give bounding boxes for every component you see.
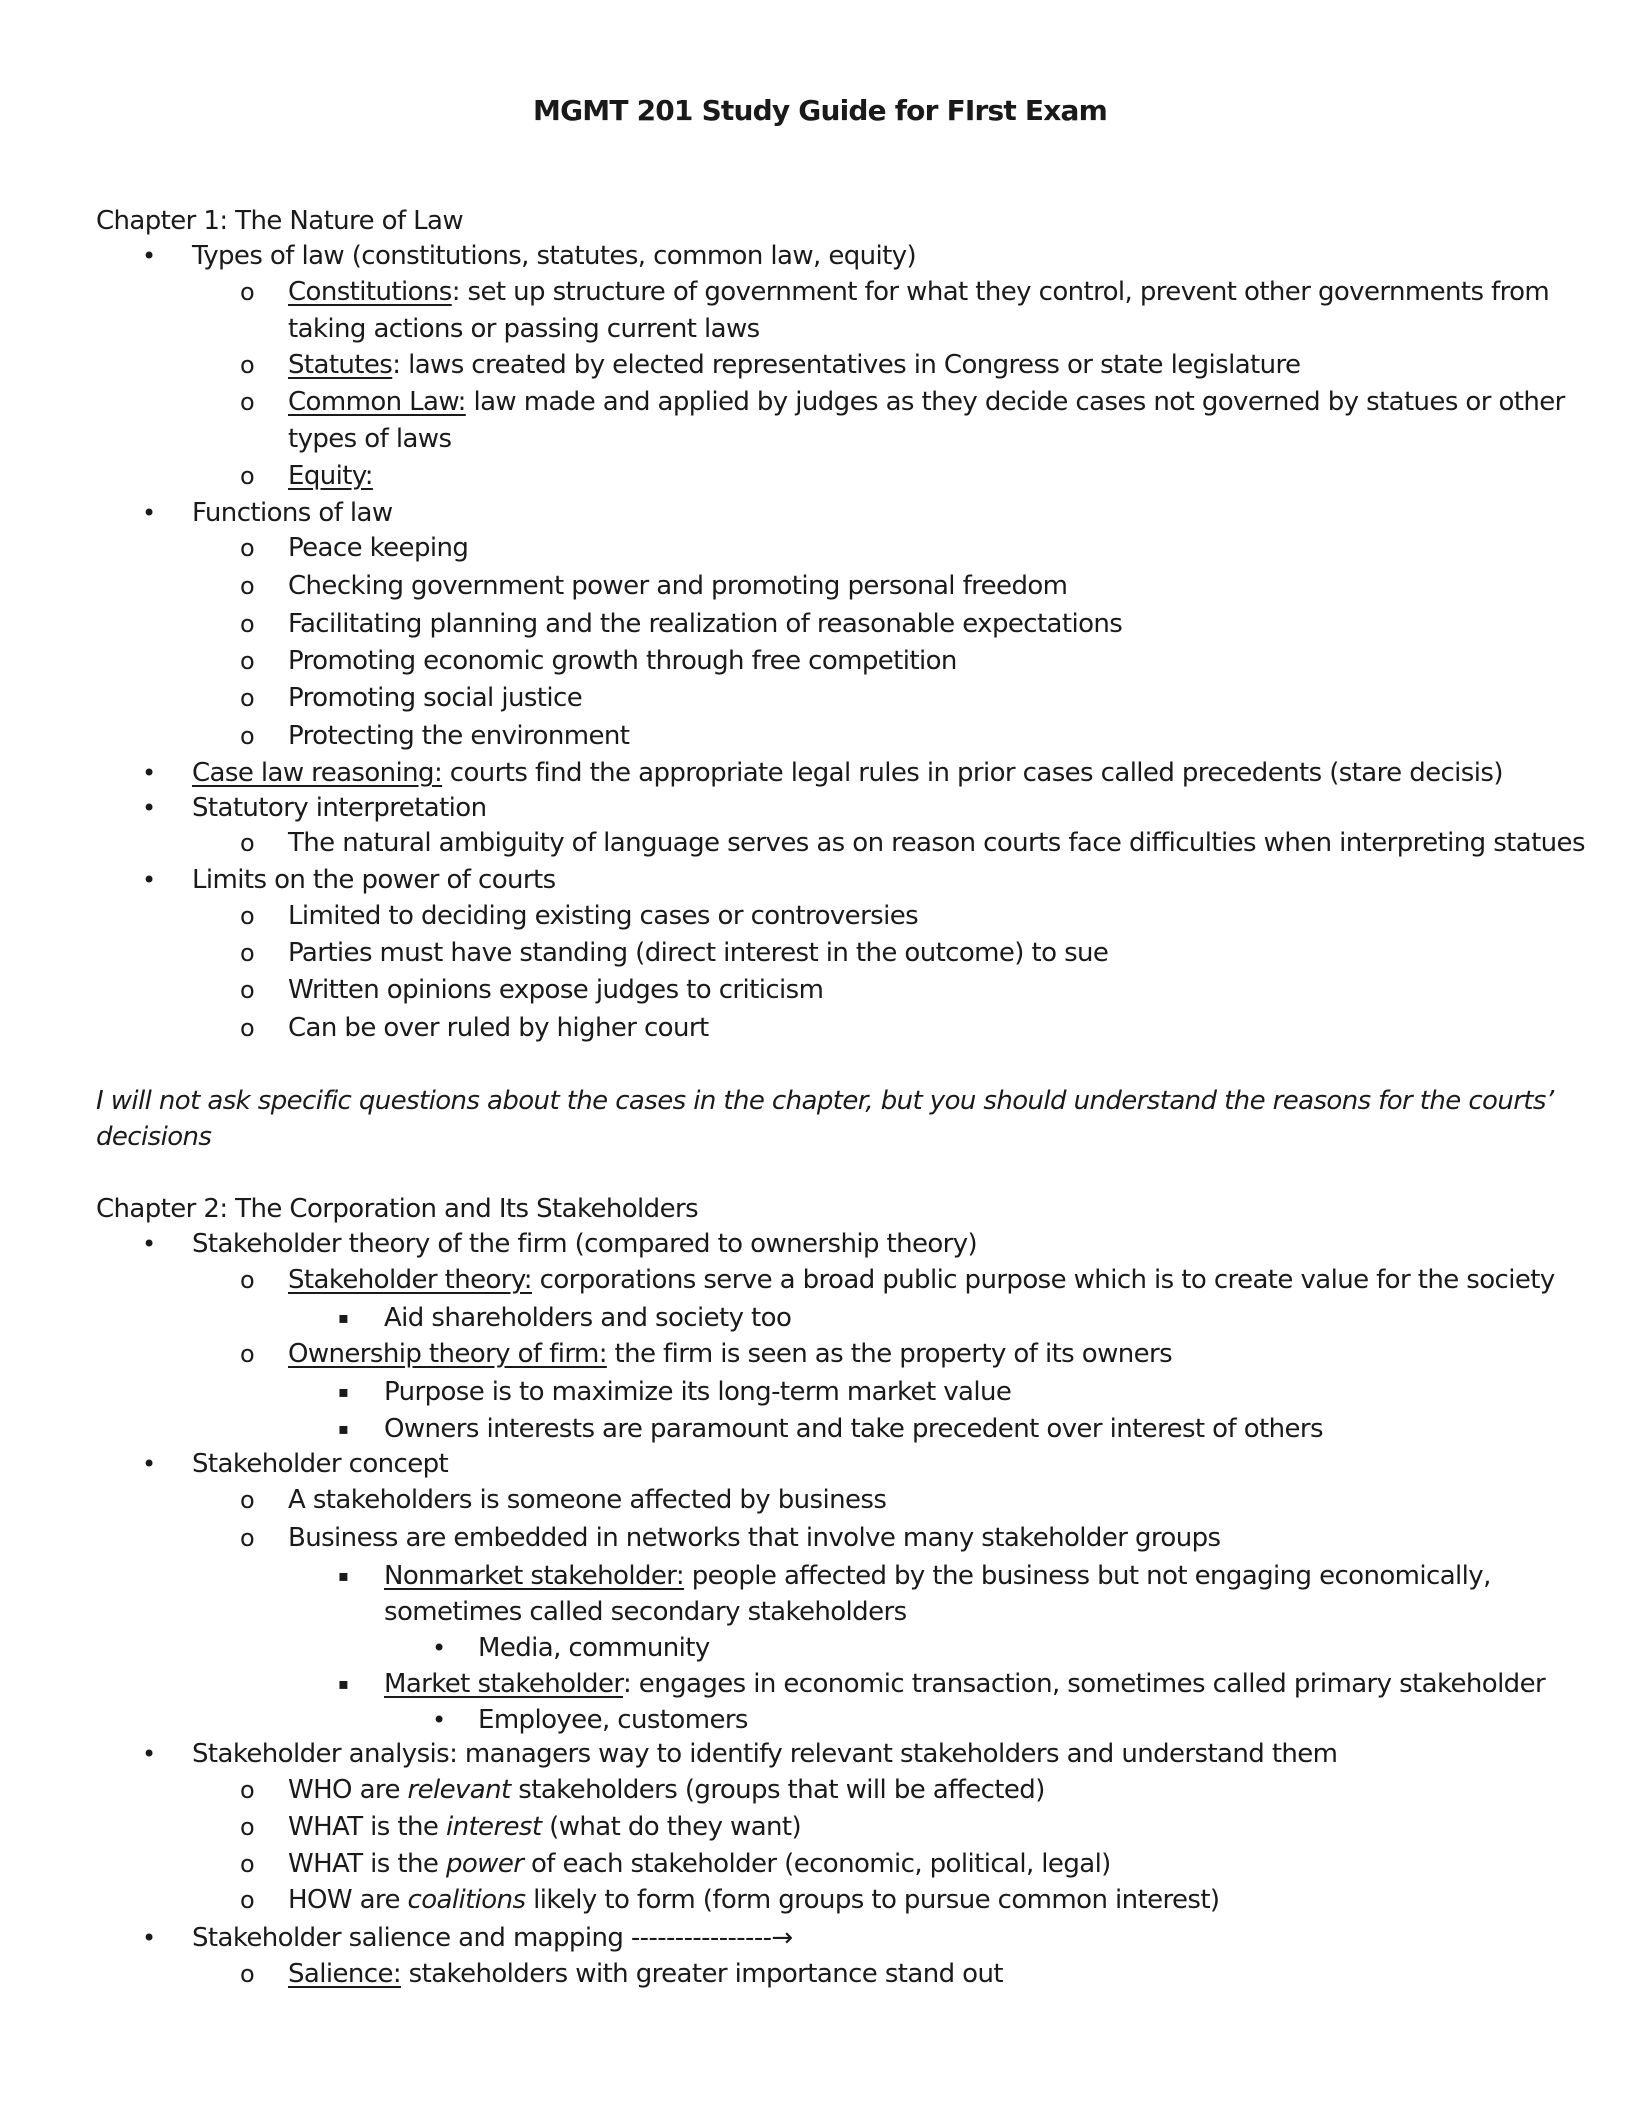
circle-marker: o [240,1486,255,1514]
ownership-sub: Owners interests are paramount and take precedent over interest of others [384,1414,1323,1444]
statutes-term: Statutes [288,350,393,380]
analysis-item [288,1882,1219,1918]
ownership-theory-text: the firm is seen as the property of its owners [606,1339,1173,1369]
function-item: Peace keeping [288,533,469,563]
stakeholder-analysis: Stakeholder analysis: managers way to identify relevant stakeholders and understand them [192,1739,1338,1769]
square-marker: ▪ [338,1674,349,1693]
function-item: Promoting social justice [288,683,583,713]
stakeholder-theory-text: corporations serve a broad public purpose which is to create value for the society [531,1265,1555,1295]
function-item: Promoting economic growth through free competition [288,646,957,676]
common-law-text: law made and applied by judges as they decide cases not governed by statues or other [465,387,1565,417]
circle-marker: o [240,1886,255,1914]
limits-on-courts: Limits on the power of courts [192,865,556,895]
ownership-theory-term: Ownership theory of firm: [288,1339,607,1369]
circle-marker: o [240,610,255,638]
salience-item [288,1956,1003,1992]
function-item: Facilitating planning and the realization of reasonable expectations [288,609,1123,639]
chapter-1-heading: Chapter 1: The Nature of Law [96,206,464,236]
analysis-text: stakeholders (groups that will be affected) [510,1775,1045,1805]
analysis-text: WHAT is the [288,1849,446,1879]
stakeholder-concept: Stakeholder concept [192,1449,449,1479]
salience-term: Salience: [288,1959,402,1989]
circle-marker: o [240,976,255,1004]
circle-marker: o [240,1340,255,1368]
circle-marker: o [240,1524,255,1552]
ownership-sub: Purpose is to maximize its long-term market value [384,1377,1012,1407]
bullet-marker: • [142,1230,156,1258]
circle-marker: o [240,351,255,379]
nonmarket-term: Nonmarket stakeholder: [384,1561,685,1591]
circle-marker: o [240,388,255,416]
bullet-marker: • [142,1740,156,1768]
circle-marker: o [240,1014,255,1042]
instructor-note: I will not ask specific questions about the cases in the chapter, but you should understand the reasons for the courts’ [96,1086,1554,1116]
market-example: Employee, customers [478,1705,748,1735]
bullet-marker: • [142,866,156,894]
bullet-marker: • [142,242,156,270]
statutory-interpretation: Statutory interpretation [192,793,487,823]
limit-item: Parties must have standing (direct interest in the outcome) to sue [288,938,1109,968]
common-law-item [288,384,1565,420]
bullet-marker: • [142,499,156,527]
concept-item: Business are embedded in networks that involve many stakeholder groups [288,1523,1221,1553]
nonmarket-text-cont: sometimes called secondary stakeholders [384,1597,907,1627]
salience-text: stakeholders with greater importance stand out [401,1959,1003,1989]
stakeholder-theory-item [288,1262,1555,1298]
analysis-text: WHO are [288,1775,408,1805]
case-law-item [192,755,1503,791]
function-item: Checking government power and promoting personal freedom [288,571,1068,601]
bullet-marker: • [432,1706,446,1734]
circle-marker: o [240,278,255,306]
constitutions-text-cont: taking actions or passing current laws [288,314,760,344]
bullet-marker: • [142,1450,156,1478]
stakeholder-theory-heading: Stakeholder theory of the firm (compared to ownership theory) [192,1229,978,1259]
circle-marker: o [240,1266,255,1294]
analysis-item [288,1809,801,1845]
limit-item: Written opinions expose judges to criticism [288,975,824,1005]
stakeholder-salience: Stakeholder salience and mapping ----------------→ [192,1923,793,1953]
functions-of-law: Functions of law [192,498,393,528]
analysis-text: (what do they want) [541,1812,802,1842]
analysis-emphasis: relevant [407,1775,511,1805]
circle-marker: o [240,939,255,967]
square-marker: ▪ [338,1566,349,1585]
case-law-term: Case law reasoning: [192,758,443,788]
circle-marker: o [240,1813,255,1841]
statutory-item: The natural ambiguity of language serves as on reason courts face difficulties when interpreting statues [288,828,1585,858]
circle-marker: o [240,572,255,600]
circle-marker: o [240,647,255,675]
analysis-text: of each stakeholder (economic, political, legal) [523,1849,1111,1879]
document-title: MGMT 201 Study Guide for FIrst Exam [533,94,1107,127]
circle-marker: o [240,1960,255,1988]
equity-item [288,458,373,494]
bullet-marker: • [142,794,156,822]
function-item: Protecting the environment [288,721,630,751]
circle-marker: o [240,722,255,750]
bullet-marker: • [142,1924,156,1952]
circle-marker: o [240,1850,255,1878]
analysis-item [288,1846,1111,1882]
limit-item: Limited to deciding existing cases or controversies [288,901,919,931]
constitutions-term: Constitutions [288,277,452,307]
circle-marker: o [240,534,255,562]
market-term: Market stakeholder [384,1669,623,1699]
bullet-marker: • [432,1634,446,1662]
statutes-item [288,347,1300,383]
concept-item: A stakeholders is someone affected by business [288,1485,887,1515]
circle-marker: o [240,829,255,857]
square-marker: ▪ [338,1308,349,1327]
types-of-law: Types of law (constitutions, statutes, common law, equity) [192,241,917,271]
nonmarket-example: Media, community [478,1633,710,1663]
analysis-emphasis: interest [445,1812,542,1842]
circle-marker: o [240,462,255,490]
circle-marker: o [240,902,255,930]
ownership-theory-item [288,1336,1172,1372]
analysis-text: likely to form (form groups to pursue common interest) [525,1885,1220,1915]
square-marker: ▪ [338,1419,349,1438]
stakeholder-theory-sub: Aid shareholders and society too [384,1303,792,1333]
statutes-text: : laws created by elected representatives in Congress or state legislature [392,350,1301,380]
limit-item: Can be over ruled by higher court [288,1013,709,1043]
analysis-emphasis: power [445,1849,524,1879]
common-law-text-cont: types of laws [288,424,452,454]
square-marker: ▪ [338,1382,349,1401]
analysis-text: HOW are [288,1885,408,1915]
analysis-item [288,1772,1045,1808]
analysis-text: WHAT is the [288,1812,446,1842]
circle-marker: o [240,1776,255,1804]
market-item [384,1666,1545,1702]
constitutions-item [288,274,1549,310]
constitutions-text: : set up structure of government for what they control, prevent other governments from [451,277,1550,307]
circle-marker: o [240,684,255,712]
nonmarket-text: people affected by the business but not engaging economically, [684,1561,1491,1591]
common-law-term: Common Law: [288,387,466,417]
instructor-note-cont: decisions [96,1122,212,1152]
stakeholder-theory-term: Stakeholder theory: [288,1265,532,1295]
chapter-2-heading: Chapter 2: The Corporation and Its Stakeholders [96,1194,699,1224]
market-text: : engages in economic transaction, sometimes called primary stakeholder [622,1669,1546,1699]
nonmarket-item [384,1558,1491,1594]
analysis-emphasis: coalitions [407,1885,526,1915]
bullet-marker: • [142,759,156,787]
case-law-text: courts find the appropriate legal rules in prior cases called precedents (stare decisis) [442,758,1503,788]
equity-term: Equity: [288,461,373,491]
